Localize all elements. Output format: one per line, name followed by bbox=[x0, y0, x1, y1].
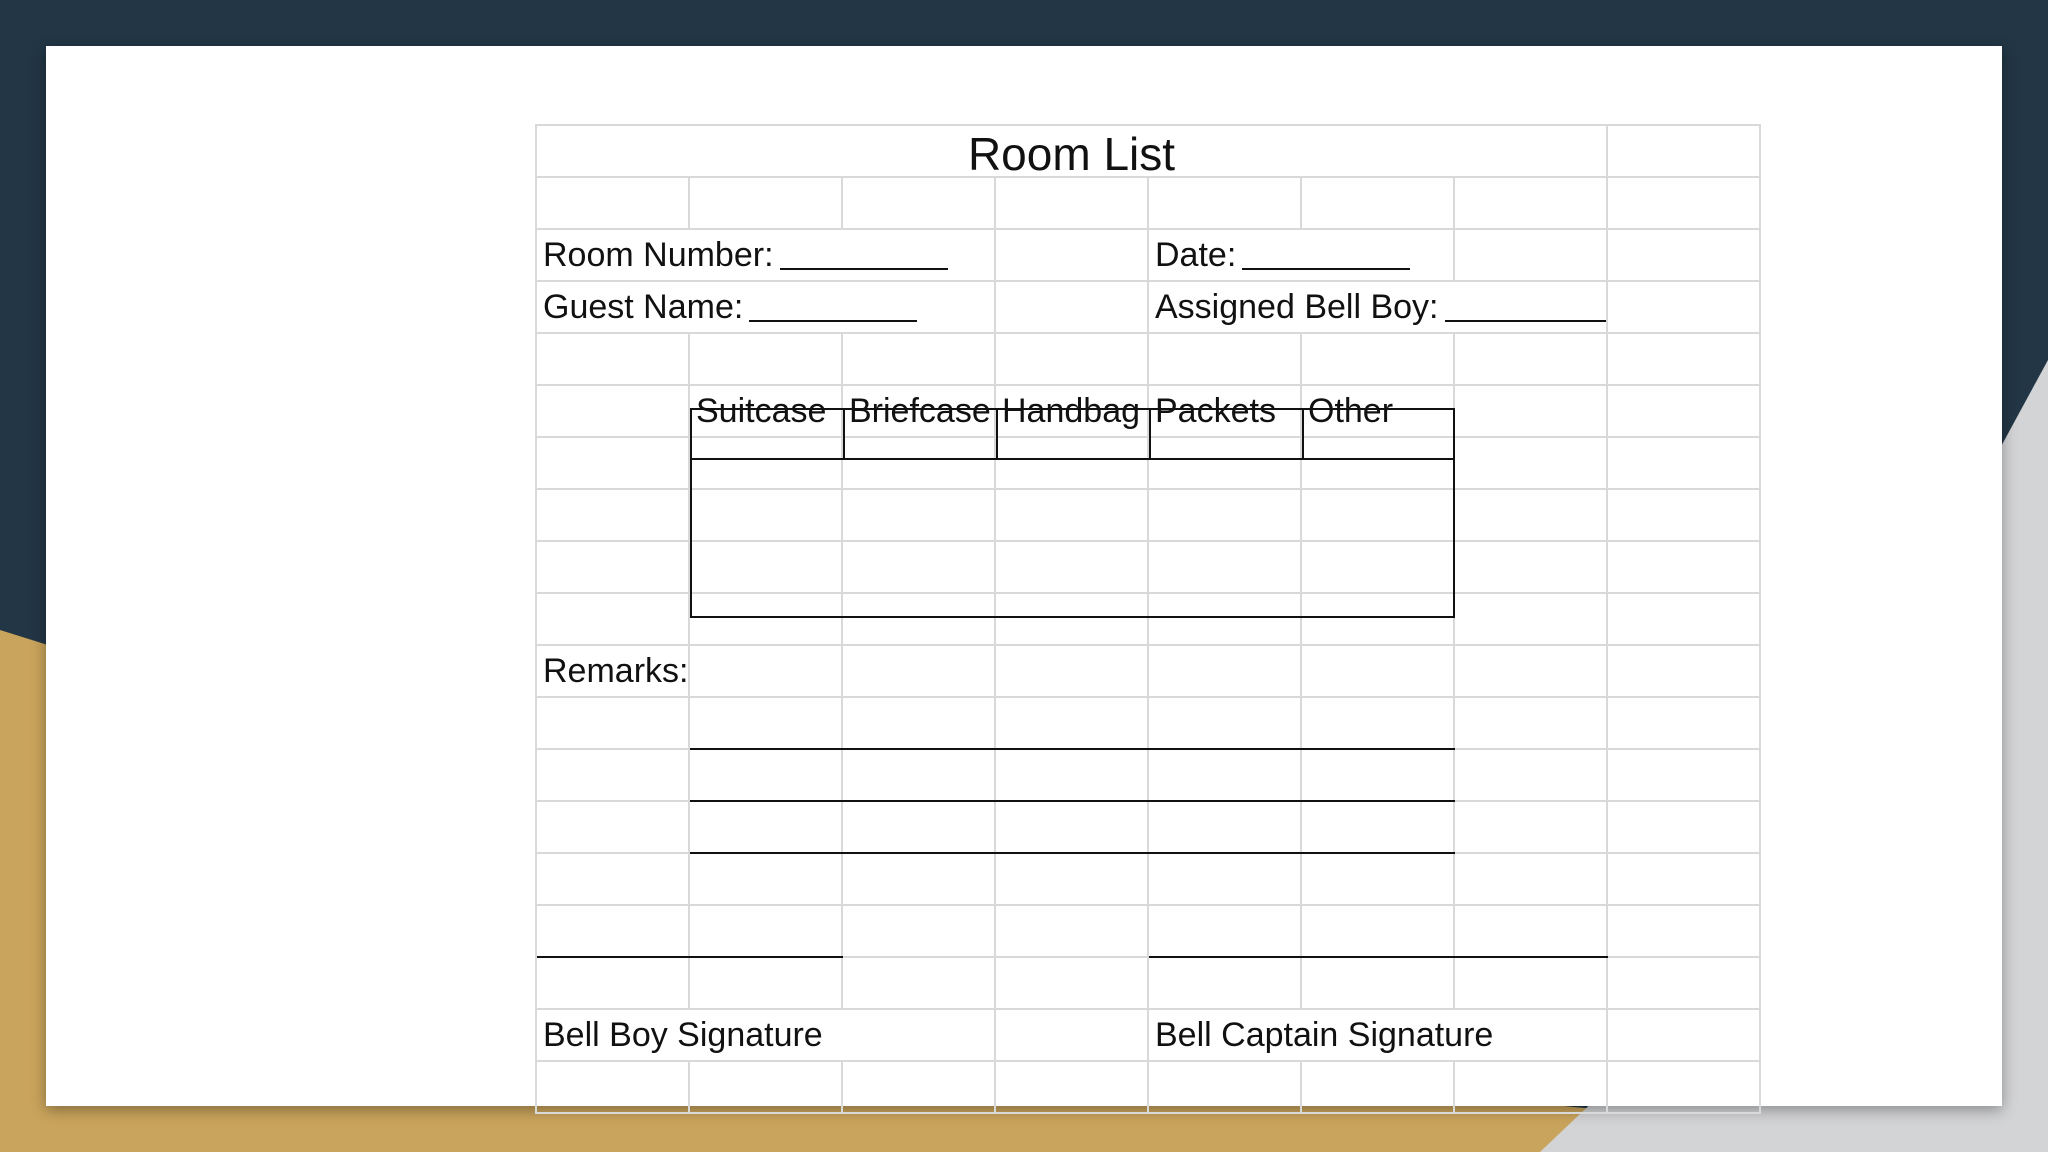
grid-cell bbox=[1608, 854, 1761, 906]
grid-cell bbox=[843, 802, 996, 854]
luggage-entry-cell[interactable] bbox=[690, 490, 843, 542]
luggage-header-suitcase: Suitcase bbox=[690, 386, 843, 438]
luggage-entry-cell[interactable] bbox=[1149, 438, 1302, 490]
grid-cell bbox=[690, 1062, 843, 1114]
luggage-header-packets: Packets bbox=[1149, 386, 1302, 438]
grid-cell bbox=[996, 282, 1149, 334]
grid-cell bbox=[1608, 490, 1761, 542]
grid-cell bbox=[537, 698, 690, 750]
grid-cell bbox=[1302, 906, 1455, 958]
grid-cell bbox=[996, 334, 1149, 386]
remarks-line[interactable] bbox=[690, 852, 1455, 854]
assigned-bell-boy-field[interactable] bbox=[1149, 282, 1608, 334]
remarks-line[interactable] bbox=[690, 800, 1455, 802]
grid-cell bbox=[843, 854, 996, 906]
grid-cell bbox=[1608, 1062, 1761, 1114]
grid-cell bbox=[1455, 854, 1608, 906]
grid-cell bbox=[1455, 594, 1608, 646]
luggage-entry-cell[interactable] bbox=[1302, 490, 1455, 542]
luggage-entry-cell[interactable] bbox=[690, 542, 843, 594]
grid-cell bbox=[537, 1062, 690, 1114]
grid-cell bbox=[996, 1010, 1149, 1062]
grid-cell bbox=[1302, 750, 1455, 802]
grid-cell bbox=[537, 334, 690, 386]
grid-cell bbox=[1608, 334, 1761, 386]
guest-name-label: Guest Name: bbox=[543, 288, 744, 326]
grid-cell bbox=[1302, 1062, 1455, 1114]
grid-cell bbox=[1455, 698, 1608, 750]
grid-cell bbox=[690, 698, 843, 750]
luggage-entry-cell[interactable] bbox=[843, 438, 996, 490]
date-label: Date: bbox=[1155, 236, 1237, 274]
grid-cell bbox=[1608, 698, 1761, 750]
grid-cell bbox=[996, 1062, 1149, 1114]
grid-cell bbox=[1149, 646, 1302, 698]
grid-cell bbox=[843, 698, 996, 750]
grid-cell bbox=[1149, 750, 1302, 802]
grid-cell bbox=[1455, 1062, 1608, 1114]
grid-cell bbox=[690, 854, 843, 906]
guest-name-field[interactable] bbox=[537, 282, 996, 334]
grid-cell bbox=[996, 906, 1149, 958]
grid-cell bbox=[843, 750, 996, 802]
grid-cell bbox=[690, 802, 843, 854]
grid-cell bbox=[1455, 438, 1608, 490]
grid-cell bbox=[537, 438, 690, 490]
grid-cell bbox=[1455, 386, 1608, 438]
grid-cell bbox=[537, 386, 690, 438]
grid-cell bbox=[843, 334, 996, 386]
grid-cell bbox=[537, 490, 690, 542]
remarks-line[interactable] bbox=[690, 748, 1455, 750]
grid-cell bbox=[1149, 178, 1302, 230]
grid-cell bbox=[537, 594, 690, 646]
bell-captain-signature-label: Bell Captain Signature bbox=[1149, 1010, 1608, 1062]
grid-cell bbox=[996, 646, 1149, 698]
grid-cell bbox=[1302, 646, 1455, 698]
grid-cell bbox=[537, 178, 690, 230]
grid-cell bbox=[1455, 958, 1608, 1010]
luggage-header-briefcase: Briefcase bbox=[843, 386, 996, 438]
grid-cell bbox=[1455, 750, 1608, 802]
room-number-blank[interactable] bbox=[780, 240, 948, 270]
grid-cell bbox=[1455, 490, 1608, 542]
grid-cell bbox=[1455, 230, 1608, 282]
grid-cell bbox=[1149, 802, 1302, 854]
luggage-entry-cell[interactable] bbox=[843, 490, 996, 542]
grid-cell bbox=[1455, 542, 1608, 594]
luggage-entry-cell[interactable] bbox=[690, 438, 843, 490]
grid-cell bbox=[1149, 1062, 1302, 1114]
grid-cell bbox=[690, 646, 843, 698]
room-number-label: Room Number: bbox=[543, 236, 774, 274]
grid-cell bbox=[1149, 958, 1302, 1010]
grid-cell bbox=[1608, 126, 1761, 178]
grid-cell bbox=[843, 1062, 996, 1114]
grid-cell bbox=[996, 594, 1149, 646]
grid-cell bbox=[690, 334, 843, 386]
grid-cell bbox=[996, 230, 1149, 282]
bell-boy-signature-label: Bell Boy Signature bbox=[537, 1010, 996, 1062]
luggage-header-other: Other bbox=[1302, 386, 1455, 438]
grid-cell bbox=[1608, 750, 1761, 802]
grid-cell bbox=[1302, 854, 1455, 906]
grid-cell bbox=[690, 594, 843, 646]
grid-cell bbox=[996, 750, 1149, 802]
date-blank[interactable] bbox=[1242, 240, 1410, 270]
remarks-label: Remarks: bbox=[537, 646, 690, 698]
grid-cell bbox=[1608, 230, 1761, 282]
grid-cell bbox=[996, 698, 1149, 750]
grid-cell bbox=[1608, 1010, 1761, 1062]
grid-cell bbox=[537, 542, 690, 594]
grid-cell bbox=[1149, 906, 1302, 958]
grid-cell bbox=[996, 958, 1149, 1010]
luggage-entry-cell[interactable] bbox=[843, 542, 996, 594]
grid-cell bbox=[1149, 594, 1302, 646]
grid-cell bbox=[1608, 906, 1761, 958]
grid-cell bbox=[1302, 178, 1455, 230]
grid-cell bbox=[1608, 386, 1761, 438]
grid-cell bbox=[843, 178, 996, 230]
grid-cell bbox=[537, 958, 690, 1010]
grid-cell bbox=[1608, 438, 1761, 490]
grid-cell bbox=[690, 178, 843, 230]
grid-cell bbox=[1149, 698, 1302, 750]
luggage-entry-cell[interactable] bbox=[1302, 438, 1455, 490]
luggage-entry-cell[interactable] bbox=[1302, 542, 1455, 594]
grid-cell bbox=[1608, 178, 1761, 230]
grid-cell bbox=[1455, 802, 1608, 854]
grid-cell bbox=[996, 178, 1149, 230]
grid-cell bbox=[1455, 906, 1608, 958]
bell-captain-signature-line[interactable] bbox=[1149, 956, 1608, 958]
grid-cell bbox=[1608, 958, 1761, 1010]
grid-cell bbox=[843, 646, 996, 698]
room-number-field[interactable] bbox=[537, 230, 996, 282]
slide bbox=[46, 46, 2002, 1106]
grid-cell bbox=[537, 906, 690, 958]
grid-cell bbox=[1302, 334, 1455, 386]
page-title: Room List bbox=[537, 126, 1608, 178]
grid-cell bbox=[690, 958, 843, 1010]
date-field[interactable] bbox=[1149, 230, 1455, 282]
luggage-entry-cell[interactable] bbox=[996, 542, 1149, 594]
assigned-bell-boy-blank[interactable] bbox=[1445, 292, 1607, 322]
grid-cell bbox=[1608, 802, 1761, 854]
grid-cell bbox=[1149, 854, 1302, 906]
guest-name-blank[interactable] bbox=[749, 292, 917, 322]
grid-cell bbox=[843, 906, 996, 958]
grid-cell bbox=[537, 802, 690, 854]
grid-cell bbox=[843, 594, 996, 646]
grid-cell bbox=[1302, 958, 1455, 1010]
room-list-sheet bbox=[535, 124, 1761, 1114]
grid-cell bbox=[537, 854, 690, 906]
grid-cell bbox=[1455, 646, 1608, 698]
grid-cell bbox=[1302, 802, 1455, 854]
luggage-entry-cell[interactable] bbox=[1149, 542, 1302, 594]
luggage-entry-cell[interactable] bbox=[1149, 490, 1302, 542]
grid-cell bbox=[1149, 334, 1302, 386]
luggage-entry-cell[interactable] bbox=[996, 490, 1149, 542]
grid-cell bbox=[1302, 594, 1455, 646]
grid-cell bbox=[1608, 594, 1761, 646]
grid-cell bbox=[1455, 334, 1608, 386]
grid-cell bbox=[996, 854, 1149, 906]
grid-cell bbox=[843, 958, 996, 1010]
assigned-bell-boy-label: Assigned Bell Boy: bbox=[1155, 288, 1439, 326]
bell-boy-signature-line[interactable] bbox=[537, 956, 843, 958]
grid-cell bbox=[1608, 646, 1761, 698]
grid-cell bbox=[690, 750, 843, 802]
grid-cell bbox=[537, 750, 690, 802]
grid-cell bbox=[1608, 282, 1761, 334]
grid-cell bbox=[690, 906, 843, 958]
luggage-header-handbag: Handbag bbox=[996, 386, 1149, 438]
luggage-entry-cell[interactable] bbox=[996, 438, 1149, 490]
grid-cell bbox=[1455, 178, 1608, 230]
grid-cell bbox=[1302, 698, 1455, 750]
grid-cell bbox=[1608, 542, 1761, 594]
grid-cell bbox=[996, 802, 1149, 854]
